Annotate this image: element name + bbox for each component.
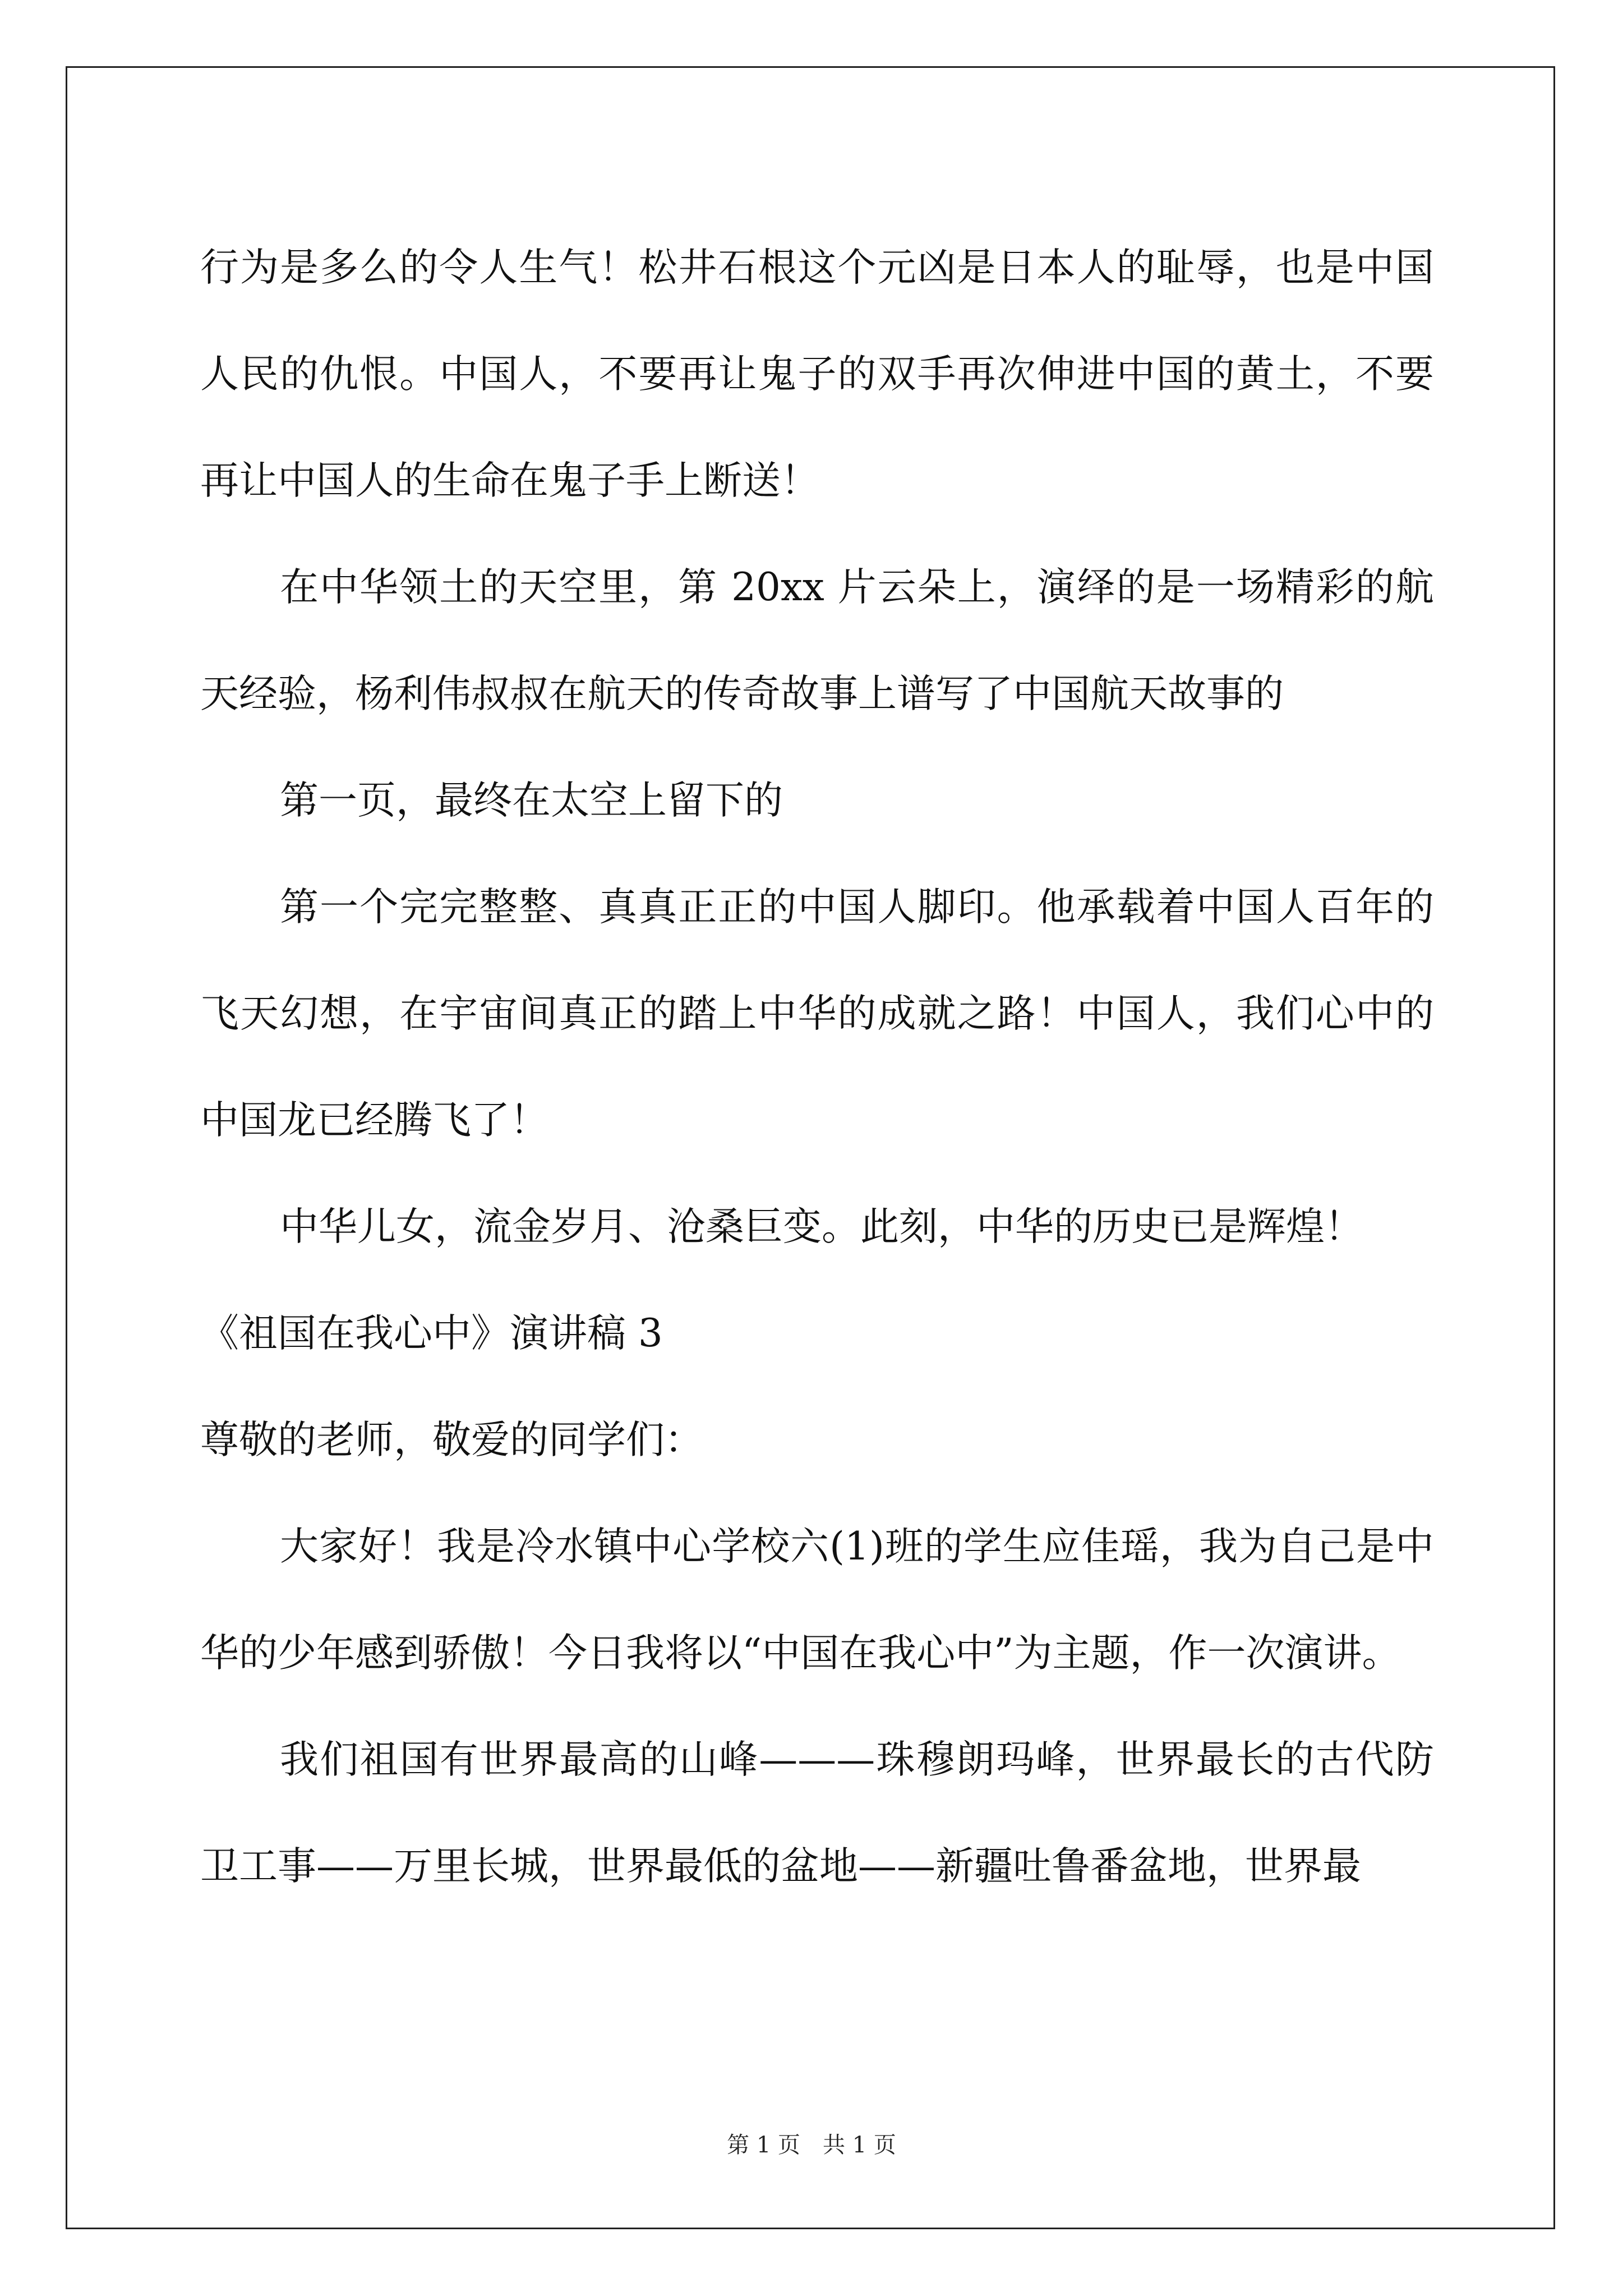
paragraph-4: 第一个完完整整、真真正正的中国人脚印。他承载着中国人百年的飞天幻想，在宇宙间真正的踏上中华的成就之路！中国人，我们心中的中国龙已经腾飞了！ (200, 885, 1434, 1143)
speech-title: 《祖国在我心中》演讲稿 3 (200, 1311, 663, 1356)
document-body (200, 214, 1434, 1920)
paragraph-6: 大家好！我是冷水镇中心学校六(1)班的学生应佳瑶，我为自己是中华的少年感到骄傲！今日我将以“中国在我心中”为主题，作一次演讲。 (200, 1524, 1434, 1676)
page-number-footer: 第 1 页 共 1 页 (727, 2132, 896, 2158)
paragraph-7: 我们祖国有世界最高的山峰———珠穆朗玛峰，世界最长的古代防卫工事——万里长城，世界最低的盆地——新疆吐鲁番盆地，世界最 (200, 1737, 1434, 1889)
paragraph-3: 第一页，最终在太空上留下的 (280, 778, 783, 823)
paragraph-5: 中华儿女，流金岁月、沧桑巨变。此刻，中华的历史已是辉煌！ (280, 1204, 1363, 1249)
paragraph-1: 行为是多么的令人生气！松井石根这个元凶是日本人的耻辱，也是中国人民的仇恨。中国人，不要再让鬼子的双手再次伸进中国的黄土，不要再让中国人的生命在鬼子手上断送！ (200, 245, 1434, 503)
salutation: 尊敬的老师，敬爱的同学们： (200, 1418, 703, 1462)
paragraph-2: 在中华领土的天空里，第 20xx 片云朵上，演绎的是一场精彩的航天经验，杨利伟叔叔在航天的传奇故事上谱写了中国航天故事的 (200, 565, 1434, 716)
